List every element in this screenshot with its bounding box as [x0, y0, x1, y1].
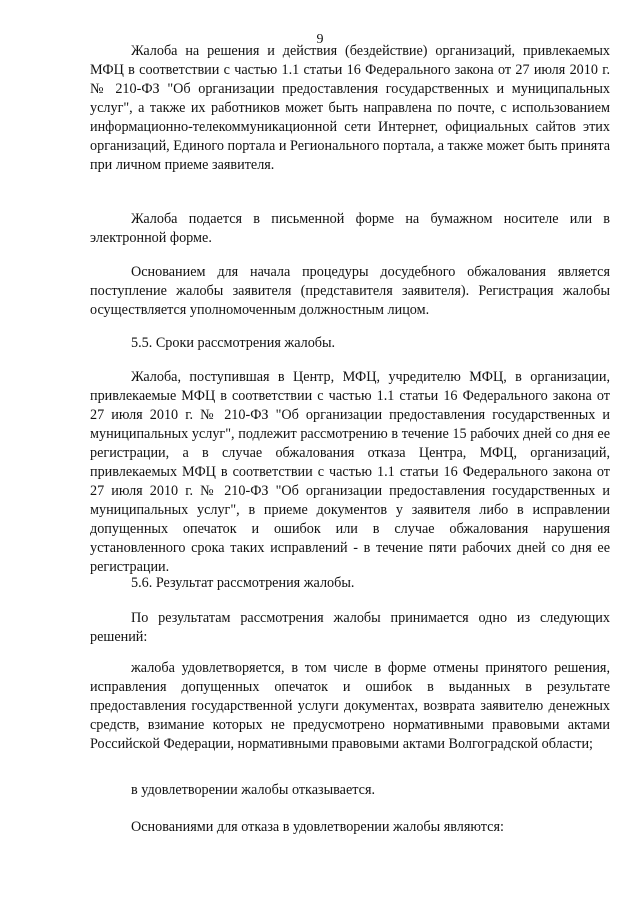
paragraph-decision-intro: По результатам рассмотрения жалобы принимается одно из следующих решений:: [90, 610, 610, 645]
paragraph-complaint-rejected: в удовлетворении жалобы отказывается.: [131, 782, 376, 798]
paragraph-complaint-satisfied: жалоба удовлетворяется, в том числе в форме отмены принятого решения, исправления допущенных опечаток и ошибок в выданных в результате предоставления государственной услуги документах, возврата заявителю денежных средств, взимание которых не предусмотрено нормативными правовыми актами Российской Федерации, нормативными правовыми актами Волгоградской области;: [90, 660, 610, 752]
paragraph-review-terms: Жалоба, поступившая в Центр, МФЦ, учредителю МФЦ, в организации, привлекаемые МФЦ в соответствии с частью 1.1 статьи 16 Федерального закона от 27 июля 2010 г. № 210-ФЗ "Об организации предоставления государственных и муниципальных услуг", подлежит рассмотрению в течение 15 рабочих дней со дня ее регистрации, а в случае обжалования отказа Центра, МФЦ, организаций, привлекаемых МФЦ в соответствии с частью 1.1 статьи 16 Федерального закона от 27 июля 2010 г. № 210-ФЗ "Об организации предоставления государственных и муниципальных услуг", в приеме документов у заявителя либо в исправлении допущенных опечаток и ошибок или в случае обжалования нарушения установленного срока таких исправлений - в течение пяти рабочих дней со дня ее регистрации.: [90, 369, 610, 575]
section-heading-5-6: 5.6. Результат рассмотрения жалобы.: [131, 575, 355, 591]
paragraph-complaint-channels: Жалоба на решения и действия (бездействие) организаций, привлекаемых МФЦ в соответствии с частью 1.1 статьи 16 Федерального закона от 27 июля 2010 г. № 210-ФЗ "Об организации предоставления государственных и муниципальных услуг", а также их работников может быть направлена по почте, с использованием информационно-телекоммуникационной сети Интернет, официальных сайтов этих организаций, Единого портала и Регионального портала, а также может быть принята при личном приеме заявителя.: [90, 43, 610, 173]
paragraph-grounds-procedure: Основанием для начала процедуры досудебного обжалования является поступление жалобы заявителя (представителя заявителя). Регистрация жалобы осуществляется уполномоченным должностным лицом.: [90, 264, 610, 318]
paragraph-rejection-grounds: Основаниями для отказа в удовлетворении жалобы являются:: [131, 819, 504, 835]
paragraph-complaint-form: Жалоба подается в письменной форме на бумажном носителе или в электронной форме.: [90, 211, 610, 246]
page-number: 9: [316, 32, 324, 47]
section-heading-5-5: 5.5. Сроки рассмотрения жалобы.: [131, 335, 336, 351]
